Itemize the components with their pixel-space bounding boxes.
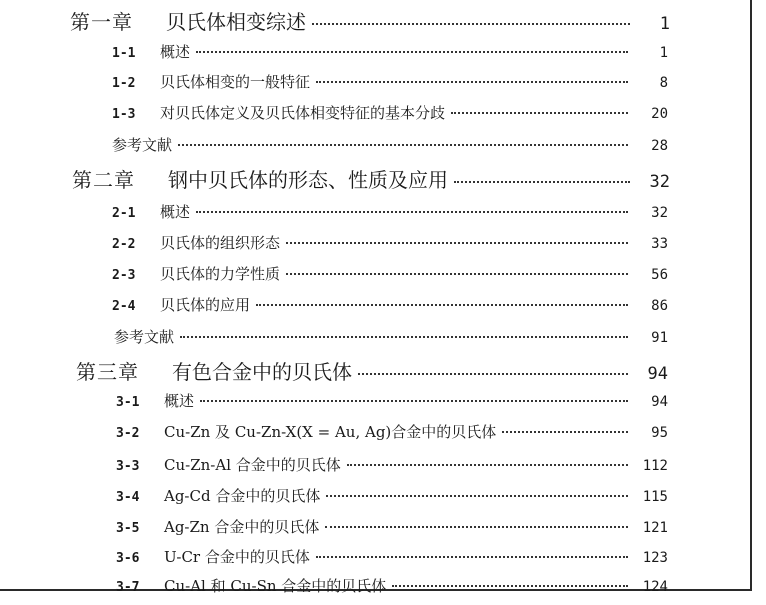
dot-leader [347, 464, 628, 466]
chapter-number: 第三章 [76, 360, 139, 384]
toc-section-2-2 [112, 232, 668, 253]
page-number: 86 [651, 298, 668, 314]
dot-leader [316, 81, 628, 83]
toc-section-1-2 [112, 71, 668, 92]
dot-leader [286, 273, 628, 275]
chapter-title: 钢中贝氏体的形态、性质及应用 [168, 168, 448, 192]
toc-section-3-6 [116, 546, 668, 567]
dot-leader [200, 400, 628, 402]
page-number: 1 [659, 14, 670, 34]
page-number: 94 [647, 364, 668, 384]
section-number: 2-2 [112, 237, 136, 252]
section-number: 3-2 [116, 426, 140, 441]
section-title: 概述 [160, 203, 191, 221]
chapter-title: 贝氏体相变综述 [166, 10, 306, 34]
toc-section-2-1 [112, 201, 668, 222]
section-title: 对贝氏体定义及贝氏体相变特征的基本分歧 [160, 104, 446, 122]
page-number: 91 [651, 330, 668, 346]
page-number: 115 [642, 489, 668, 505]
page-number: 33 [651, 236, 668, 252]
section-title: 贝氏体的力学性质 [160, 265, 281, 283]
section-title: Ag-Cd 合金中的贝氏体 [164, 487, 321, 505]
section-title: 贝氏体的组织形态 [160, 234, 281, 252]
toc-references-2 [114, 326, 668, 347]
dot-leader [256, 304, 628, 306]
references-title: 参考文献 [114, 328, 175, 346]
section-title: Ag-Zn 合金中的贝氏体 [164, 518, 320, 536]
toc-section-1-1 [112, 41, 668, 62]
dot-leader [180, 336, 628, 338]
dot-leader [196, 211, 628, 213]
page-number: 121 [642, 520, 668, 536]
toc-chapter-2 [72, 164, 670, 193]
toc-chapter-1 [70, 6, 670, 35]
page-number: 8 [659, 75, 668, 91]
toc-references-1 [112, 134, 668, 155]
dot-leader [358, 373, 628, 375]
references-title: 参考文献 [112, 136, 173, 154]
section-title: 贝氏体相变的一般特征 [160, 73, 311, 91]
dot-leader [178, 144, 628, 146]
dot-leader [325, 526, 628, 528]
page-number: 20 [651, 106, 668, 122]
page-number: 32 [649, 172, 670, 192]
toc-section-3-5 [116, 516, 668, 537]
page-number: 32 [651, 205, 668, 221]
page-number: 1 [659, 45, 668, 61]
toc-section-3-1 [116, 390, 668, 411]
dot-leader [502, 431, 628, 433]
dot-leader [326, 495, 628, 497]
section-number: 1-2 [112, 76, 136, 91]
section-number: 2-1 [112, 206, 136, 221]
section-number: 3-4 [116, 490, 140, 505]
dot-leader [286, 242, 628, 244]
dot-leader [316, 556, 628, 558]
page-number: 94 [651, 394, 668, 410]
section-title: Cu-Al 和 Cu-Sn 合金中的贝氏体 [164, 577, 387, 595]
toc-section-2-3 [112, 263, 668, 284]
page-number: 95 [651, 425, 668, 441]
section-title: U-Cr 合金中的贝氏体 [164, 548, 310, 566]
toc-section-3-4 [116, 485, 668, 506]
section-title: 概述 [160, 43, 191, 61]
toc-section-1-3 [112, 102, 668, 123]
chapter-number: 第二章 [72, 168, 135, 192]
section-title: 概述 [164, 392, 195, 410]
section-title: Cu-Zn 及 Cu-Zn-X(X = Au, Ag)合金中的贝氏体 [164, 423, 497, 441]
dot-leader [196, 51, 628, 53]
toc-section-3-2 [116, 421, 668, 442]
section-number: 2-4 [112, 299, 136, 314]
toc-section-2-4 [112, 294, 668, 315]
page-number: 123 [642, 550, 668, 566]
section-title: 贝氏体的应用 [160, 296, 251, 314]
dot-leader [454, 181, 630, 183]
chapter-title: 有色合金中的贝氏体 [172, 360, 352, 384]
section-number: 3-1 [116, 395, 140, 410]
page-number: 124 [642, 579, 668, 595]
dot-leader [392, 585, 628, 587]
dot-leader [451, 112, 628, 114]
toc-chapter-3 [76, 356, 668, 385]
page-number: 112 [642, 458, 668, 474]
section-number: 1-1 [112, 46, 136, 61]
toc-section-3-7 [116, 575, 668, 596]
section-number: 2-3 [112, 268, 136, 283]
section-number: 1-3 [112, 107, 136, 122]
section-number: 3-6 [116, 551, 140, 566]
section-number: 3-5 [116, 521, 140, 536]
toc-section-3-3 [116, 454, 668, 475]
chapter-number: 第一章 [70, 10, 133, 34]
page-number: 28 [651, 138, 668, 154]
section-number: 3-3 [116, 459, 140, 474]
section-number: 3-7 [116, 580, 140, 595]
dot-leader [312, 23, 630, 25]
page-number: 56 [651, 267, 668, 283]
section-title: Cu-Zn-Al 合金中的贝氏体 [164, 456, 341, 474]
